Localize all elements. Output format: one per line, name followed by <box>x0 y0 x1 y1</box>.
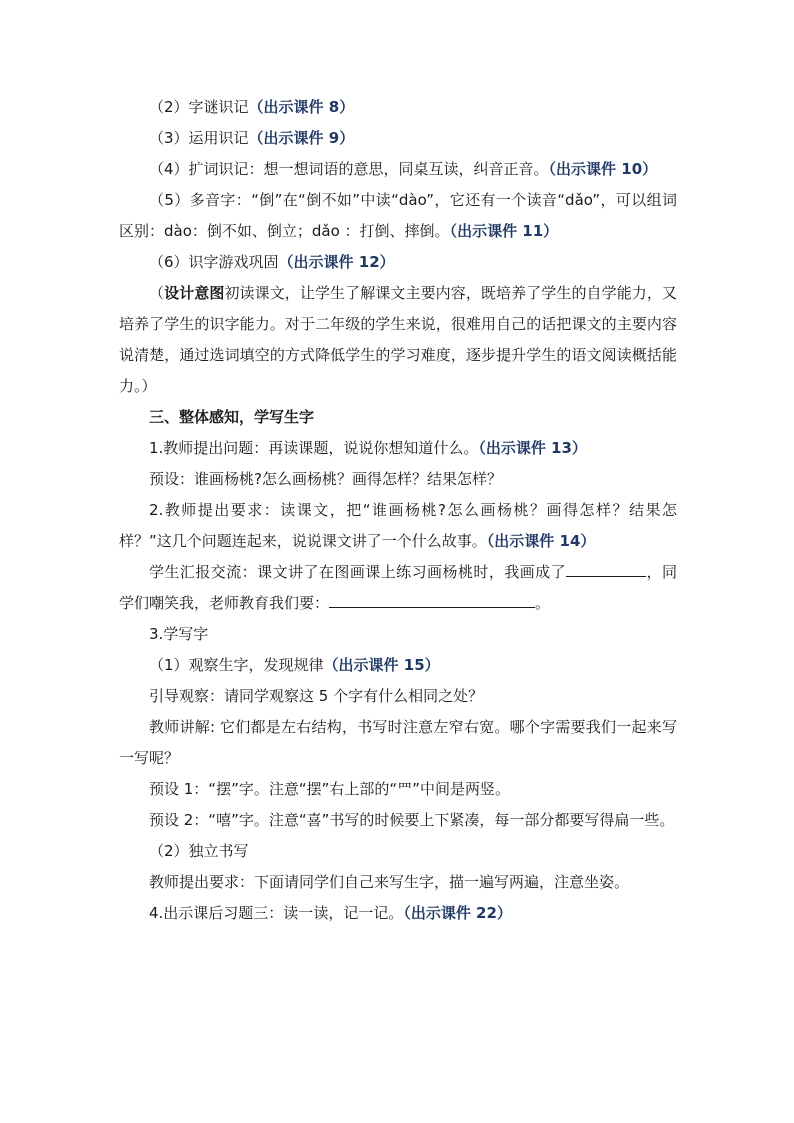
step-independent-writing: （2）独立书写 <box>149 842 249 860</box>
courseware-cue: （出示课件 14） <box>486 532 596 550</box>
preset-2: 预设 2：“嘻”字。注意“喜”书写的时候要上下紧凑，每一部分都要写得扁一些。 <box>149 811 675 829</box>
design-intent-label: 设计意图 <box>164 284 225 302</box>
courseware-cue: （出示课件 15） <box>323 656 440 674</box>
student-report: 学生汇报交流：课文讲了在图画课上练习画杨桃时，我画成了 ，同学们嘲笑我，老师教育我们要： 。 <box>119 563 677 612</box>
courseware-cue: （出示课件 13） <box>478 439 587 457</box>
guided-observation: 引导观察：请同学观察这 5 个字有什么相同之处？ <box>149 687 484 705</box>
courseware-cue: （出示课件 10） <box>548 160 658 178</box>
step-requirement: 2.教师提出要求：读课文，把“谁画杨桃?怎么画杨桃？画得怎样？结果怎样？”这几个问题连起来，说说课文讲了一个什么故事。（出示课件 14） <box>119 501 677 550</box>
step-riddle-recognition: （2）字谜识记（出示课件 8） <box>149 98 355 116</box>
step-usage-recognition: （3）运用识记（出示课件 9） <box>149 129 355 147</box>
step-learn-writing: 3.学写字 <box>149 625 209 643</box>
step-polyphonic-character: （5）多音字：“倒”在“倒不如”中读“dào”，它还有一个读音“dǎo”，可以组词区别：dào：倒不如、倒立；dǎo ：打倒、摔倒。（出示课件 11） <box>119 191 677 240</box>
courseware-cue: （出示课件 11） <box>449 222 559 240</box>
step-observe-characters: （1）观察生字，发现规律（出示课件 15） <box>149 656 440 674</box>
lesson-plan-body <box>119 92 677 929</box>
preset-answer: 预设：谁画杨桃?怎么画杨桃？画得怎样？结果怎样？ <box>149 470 502 488</box>
fill-blank-1[interactable] <box>566 561 646 577</box>
fill-blank-2[interactable] <box>329 592 535 608</box>
step-word-expansion: （4）扩词识记：想一想词语的意思，同桌互读，纠音正音。（出示课件 10） <box>149 160 658 178</box>
design-intent-paragraph: （设计意图初读课文，让学生了解课文主要内容，既培养了学生的自学能力，又培养了学生的识字能力。对于二年级的学生来说，很难用自己的话把课文的主要内容说清楚，通过选词填空的方式降低学生的学习难度，逐步提升学生的语文阅读概括能力。） <box>119 284 677 395</box>
step-exercise: 4.出示课后习题三：读一读，记一记。（出示课件 22） <box>149 904 512 922</box>
courseware-cue: （出示课件 9） <box>248 129 355 147</box>
courseware-cue: （出示课件 8） <box>248 98 355 116</box>
preset-1: 预设 1：“摆”字。注意“摆”右上部的“罒”中间是两竖。 <box>149 780 510 798</box>
step-literacy-game: （6）识字游戏巩固（出示课件 12） <box>149 253 395 271</box>
teacher-explanation: 教师讲解: 它们都是左右结构，书写时注意左窄右宽。哪个字需要我们一起来写一写呢？ <box>119 718 677 767</box>
section-heading: 三、整体感知，学写生字 <box>149 408 315 426</box>
teacher-requirement: 教师提出要求：下面请同学们自己来写生字，描一遍写两遍，注意坐姿。 <box>149 873 630 891</box>
courseware-cue: （出示课件 12） <box>278 253 395 271</box>
step-question: 1.教师提出问题：再读课题，说说你想知道什么。（出示课件 13） <box>149 439 587 457</box>
courseware-cue: （出示课件 22） <box>403 904 512 922</box>
